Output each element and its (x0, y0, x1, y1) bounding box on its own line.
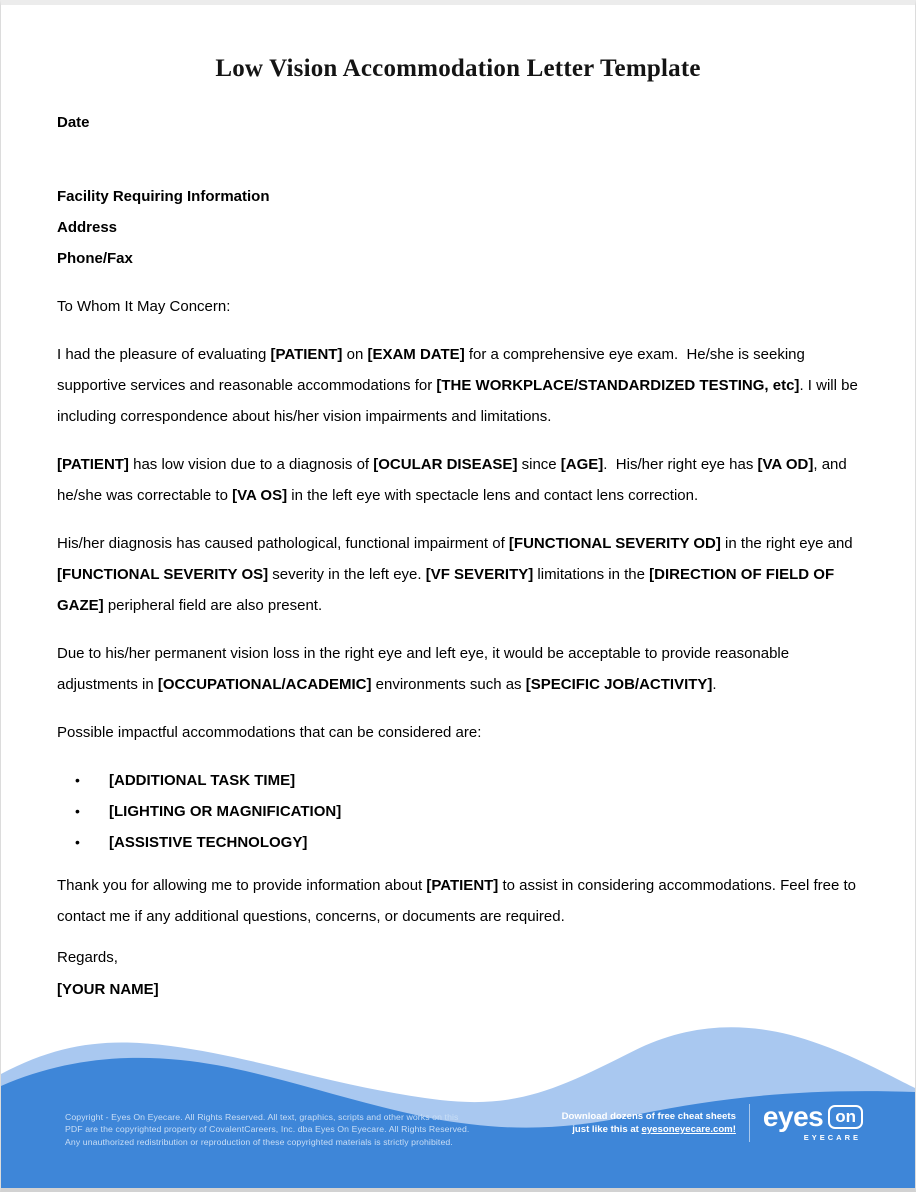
copyright-text (65, 1111, 505, 1148)
letter-line: Date (57, 114, 90, 131)
paragraph-diagnosis: [PATIENT] has low vision due to a diagnosis of [OCULAR DISEASE] since [AGE]. His/her right eye has [VA OD], and he/she was correctable to [VA OS] in the left eye with spectacle lens and contact lens correction. (57, 456, 851, 504)
paragraph-accommodations-intro: Possible impactful accommodations that can be considered are: (57, 724, 482, 741)
letter-body (57, 107, 862, 1005)
brand-logo (762, 1101, 863, 1142)
signoff: Regards, (57, 949, 118, 966)
letter-line: Phone/Fax (57, 250, 133, 267)
promo-line2-prefix: just like this at (572, 1124, 642, 1135)
promo-line2 (562, 1123, 736, 1137)
paragraph-adjustments: Due to his/her permanent vision loss in the right eye and left eye, it would be acceptable to provide reasonable adjustments in [OCCUPATIONAL/ACADEMIC] environments such as [SPECIFIC JOB/ACTIVITY]. (57, 645, 794, 693)
footer-divider (749, 1104, 750, 1142)
copyright-line: PDF are the copyrighted property of CovalentCareers, Inc. dba Eyes On Eyecare. All Rights Reserved. (65, 1124, 470, 1135)
footer (1, 1008, 915, 1188)
paragraph-thanks: Thank you for allowing me to provide information about [PATIENT] to assist in considering accommodations. Feel free to contact me if any additional questions, concerns, or documents are required. (57, 877, 861, 925)
letter-content (57, 5, 862, 1005)
signature: [YOUR NAME] (57, 981, 159, 998)
copyright-line: Any unauthorized redistribution or reproduction of these copyrighted materials is strictly prohibited. (65, 1136, 453, 1147)
letter-line: Facility Requiring Information (57, 188, 270, 205)
footer-promo-row (561, 1101, 863, 1142)
copyright-line: Copyright - Eyes On Eyecare. All Rights Reserved. All text, graphics, scripts and other works on this (65, 1112, 459, 1122)
accommodation-item: • [ADDITIONAL TASK TIME] (57, 765, 859, 796)
letter-line: Address (57, 219, 118, 236)
accommodations-list (57, 765, 859, 858)
letter-title: Low Vision Accommodation Letter Template (215, 55, 701, 82)
logo-eyes-text: eyes (762, 1101, 824, 1132)
paragraph-severity: His/her diagnosis has caused pathological, functional impairment of [FUNCTIONAL SEVERITY OD] in the right eye and [FUNCTIONAL SEVERITY OS] severity in the left eye. [VF SEVERITY] limitations in the [DIRECTION OF FIELD OF GAZE] peripheral field are also present. (57, 535, 857, 614)
logo-on-badge: on (828, 1105, 863, 1129)
logo-eyecare-text: EYECARE (803, 1133, 861, 1142)
brand-row (762, 1101, 863, 1132)
promo-link[interactable]: eyesoneyecare.com! (641, 1124, 736, 1135)
facility-block (57, 181, 859, 274)
accommodation-item: • [LIGHTING OR MAGNIFICATION] (57, 796, 859, 827)
wave-graphic (1, 1008, 915, 1188)
promo-text (562, 1110, 736, 1137)
promo-line1: Download dozens of free cheat sheets (561, 1110, 736, 1122)
accommodation-item: • [ASSISTIVE TECHNOLOGY] (57, 827, 859, 858)
salutation: To Whom It May Concern: (57, 298, 231, 315)
paragraph-evaluation: I had the pleasure of evaluating [PATIENT] on [EXAM DATE] for a comprehensive eye exam. He/she is seeking supportive services and reasonable accommodations for [THE WORKPLACE/STANDARDIZED TESTING, etc]. I will be including correspondence about his/her vision impairments and limitations. (57, 346, 862, 425)
date-line (57, 107, 859, 138)
